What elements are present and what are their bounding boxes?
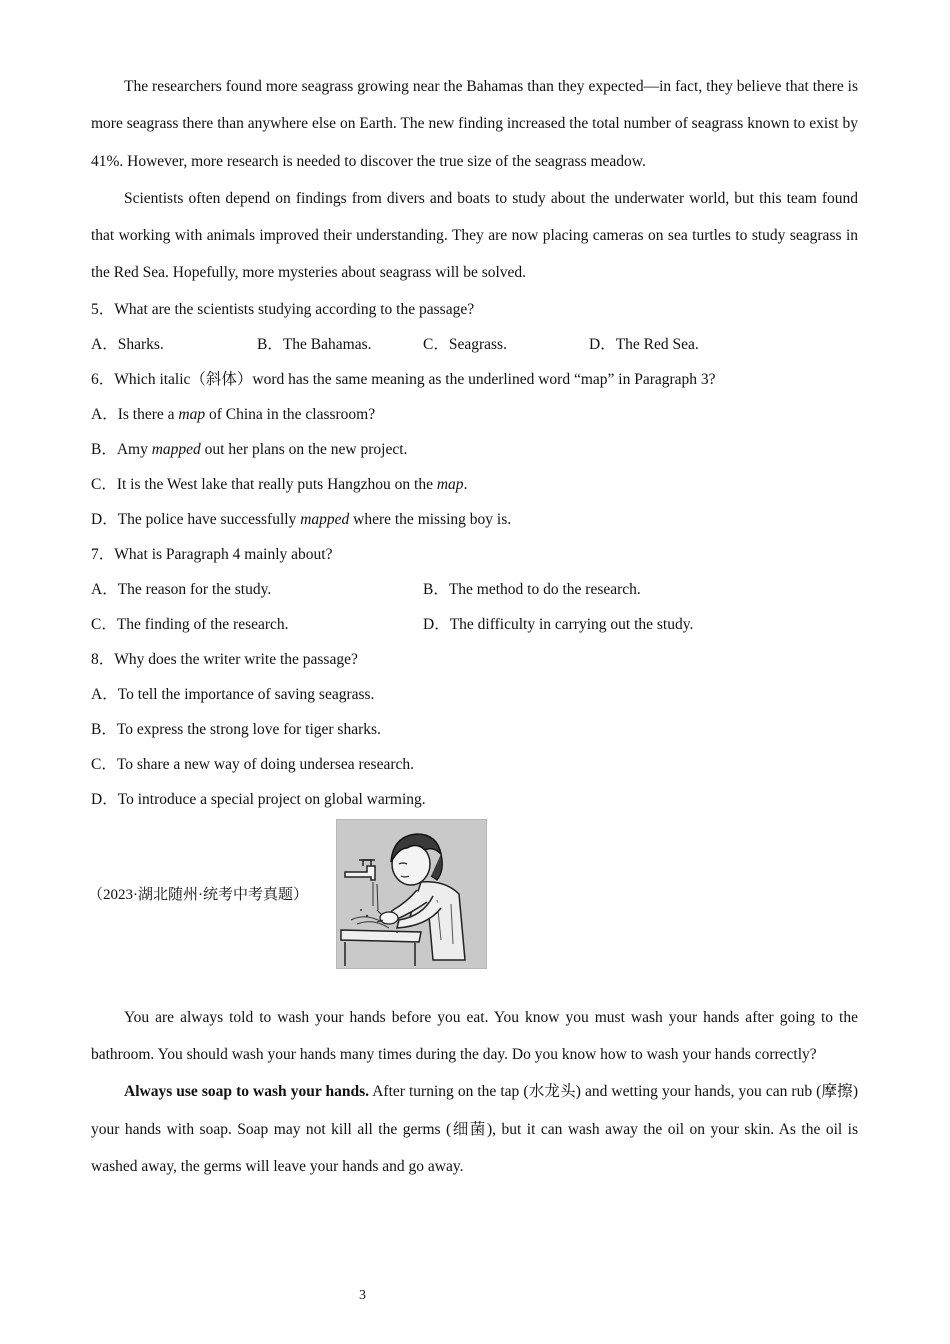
option-d: D．The difficulty in carrying out the study. — [423, 615, 694, 633]
option-text: of China in the classroom? — [205, 405, 376, 423]
option-b — [91, 432, 858, 467]
option-text: D．The police have successfully — [91, 510, 301, 528]
page-number: 3 — [359, 1288, 366, 1303]
option-text: A．Is there a — [91, 405, 179, 423]
question-6-stem: 6．Which italic（斜体）word has the same meaning as the underlined word “map” in Paragraph 3? — [91, 370, 716, 388]
option-text: where the missing boy is. — [349, 510, 512, 528]
option-text: out her plans on the new project. — [200, 440, 408, 458]
question-7-stem: 7．What is Paragraph 4 mainly about? — [91, 545, 333, 563]
option-c: C．The finding of the research. — [91, 615, 289, 633]
question-8-stem: 8．Why does the writer write the passage? — [91, 650, 358, 668]
option-c: C．To share a new way of doing undersea research. — [91, 755, 415, 773]
question-5-options — [91, 327, 858, 362]
passage-paragraph: The researchers found more seagrass growing near the Bahamas than they expected—in fact, they believe that there is more seagrass there than anywhere else on Earth. The new finding increased the total number of seagrass known to exist by 41%. However, more research is needed to discover the true size of the seagrass meadow. — [91, 78, 858, 170]
question-7-options-row1 — [91, 572, 858, 607]
option-b: B．The method to do the research. — [423, 580, 641, 598]
exam-source-label: （2023·湖北随州·统考中考真题） — [88, 887, 308, 904]
italic-word: mapped — [151, 440, 201, 458]
boy-washing-hands-illustration — [336, 819, 487, 969]
option-c: C．Seagrass. — [423, 335, 507, 353]
passage-paragraph: You are always told to wash your hands before you eat. You know you must wash your hands after going to the bathroom. You should wash your hands many times during the day. Do you know how to wash your hands correctly? — [91, 1008, 858, 1064]
option-c — [91, 467, 858, 502]
option-d — [91, 502, 858, 537]
italic-word: mapped — [300, 510, 350, 528]
option-text: C．It is the West lake that really puts Hangzhou on the — [91, 475, 437, 493]
source-row — [88, 819, 858, 969]
option-a — [91, 397, 858, 432]
option-a: A．Sharks. — [91, 335, 164, 353]
italic-word: map — [436, 475, 464, 493]
option-a: A．The reason for the study. — [91, 580, 272, 598]
option-b: B．To express the strong love for tiger sharks. — [91, 720, 381, 738]
passage-paragraph — [91, 1073, 858, 1185]
question-7-options-row2 — [91, 607, 858, 642]
option-d: D．The Red Sea. — [589, 335, 699, 353]
option-text: . — [463, 475, 468, 493]
paragraph-text: After turning on the tap (水龙头) and wetting your hands, you can rub (摩擦) your hands with soap. Soap may not kill all the germs (细菌), but it can wash away the oil on your skin. As the oil is washed away, the germs will leave your hands and go away. — [91, 1083, 859, 1175]
italic-word: map — [178, 405, 206, 423]
bold-lead-sentence: Always use soap to wash your hands. — [124, 1083, 370, 1101]
option-a: A．To tell the importance of saving seagrass. — [91, 685, 375, 703]
spacer — [91, 969, 858, 999]
option-d: D．To introduce a special project on global warming. — [91, 790, 426, 808]
question-5-stem: 5．What are the scientists studying according to the passage? — [91, 300, 475, 318]
option-b: B．The Bahamas. — [257, 335, 372, 353]
document-body — [88, 68, 859, 1185]
washing-hands-drawing — [337, 820, 486, 968]
option-text: B．Amy — [91, 440, 152, 458]
passage-paragraph: Scientists often depend on findings from divers and boats to study about the underwater world, but this team found that working with animals improved their understanding. They are now placing cameras on sea turtles to study seagrass in the Red Sea. Hopefully, more mysteries about seagrass will be solved. — [91, 189, 858, 282]
